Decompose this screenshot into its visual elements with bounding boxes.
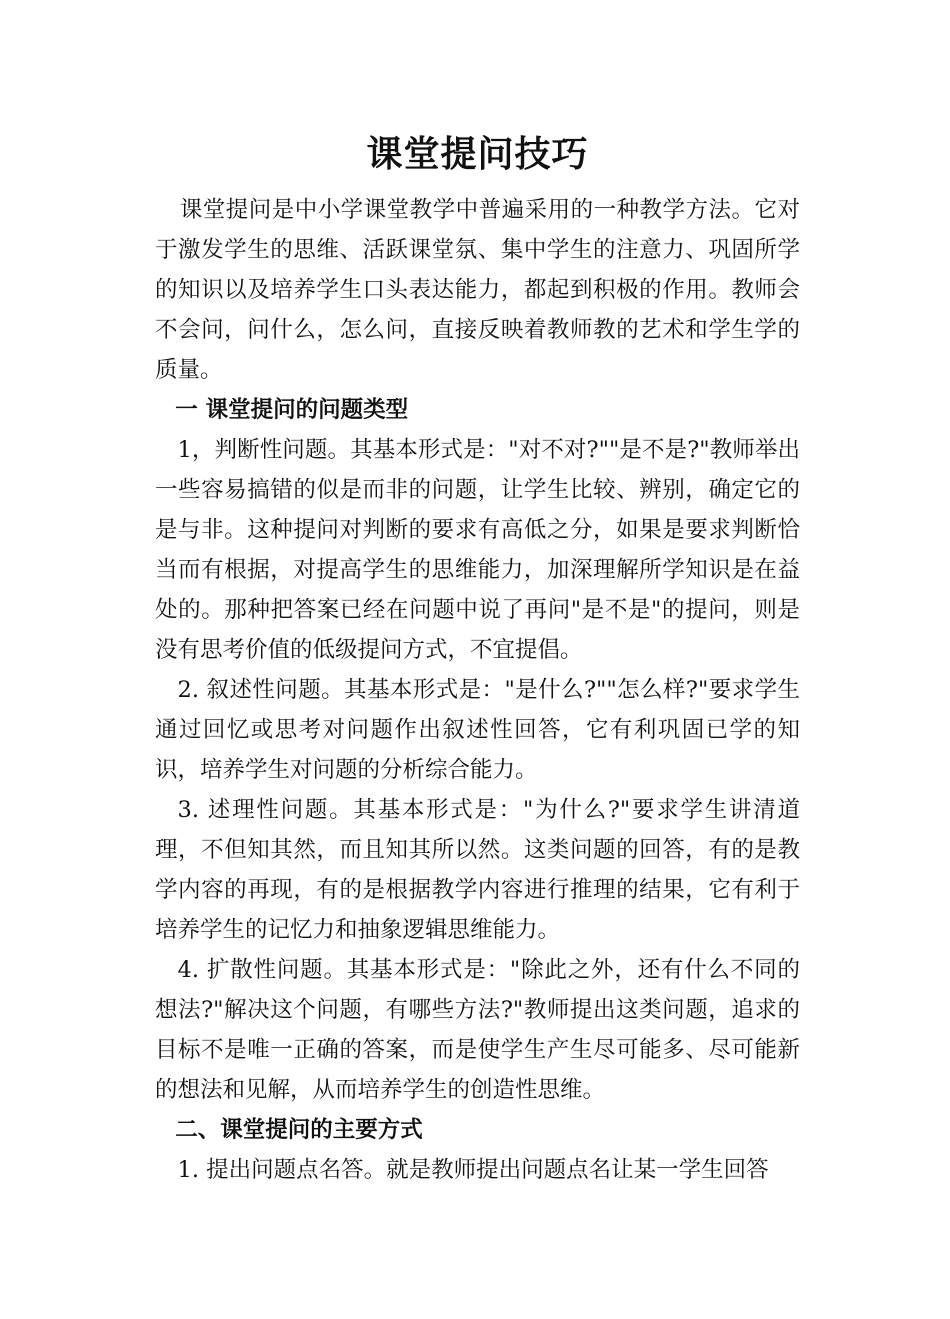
paragraph-judgment-questions: 1，判断性问题。其基本形式是："对不对?""是不是?"教师举出一些容易搞错的似是而非的问题，让学生比较、辨别，确定它的是与非。这种提问对判断的要求有高低之分，如果是要求判断恰当而有根据，对提高学生的思维能力，加深理解所学知识是在益处的。那种把答案已经在问题中说了再问"是不是"的提问，则是没有思考价值的低级提问方式，不宜提倡。 (155, 437, 800, 663)
document-title: 课堂提问技巧 (366, 133, 589, 175)
intro-paragraph: 课堂提问是中小学课堂教学中普遍采用的一种教学方法。它对于激发学生的思维、活跃课堂氛、集中学生的注意力、巩固所学的知识以及培养学生口头表达能力，都起到积极的作用。教师会不会问，问什么，怎么问，直接反映着教师教的艺术和学生学的质量。 (155, 197, 800, 383)
section-heading-question-types: 一 课堂提问的问题类型 (175, 397, 409, 423)
paragraph-call-on-student: 1. 提出问题点名答。就是教师提出问题点名让某一学生回答 (177, 1157, 769, 1183)
paragraph-divergent-questions: 4. 扩散性问题。其基本形式是："除此之外，还有什么不同的想法?"解决这个问题，有哪些方法?"教师提出这类问题，追求的目标不是唯一正确的答案，而是使学生产生尽可能多、尽可能新的想法和见解，从而培养学生的创造性思维。 (155, 957, 800, 1103)
section-heading-questioning-methods: 二、课堂提问的主要方式 (175, 1117, 423, 1143)
paragraph-narrative-questions: 2. 叙述性问题。其基本形式是："是什么?""怎么样?"要求学生通过回忆或思考对问题作出叙述性回答，它有利巩固已学的知识，培养学生对问题的分析综合能力。 (155, 677, 800, 783)
document-page (155, 118, 800, 1190)
paragraph-reasoning-questions: 3. 述理性问题。其基本形式是："为什么?"要求学生讲清道理，不但知其然，而且知其所以然。这类问题的回答，有的是教学内容的再现，有的是根据教学内容进行推理的结果，它有利于培养学生的记忆力和抽象逻辑思维能力。 (155, 797, 800, 943)
